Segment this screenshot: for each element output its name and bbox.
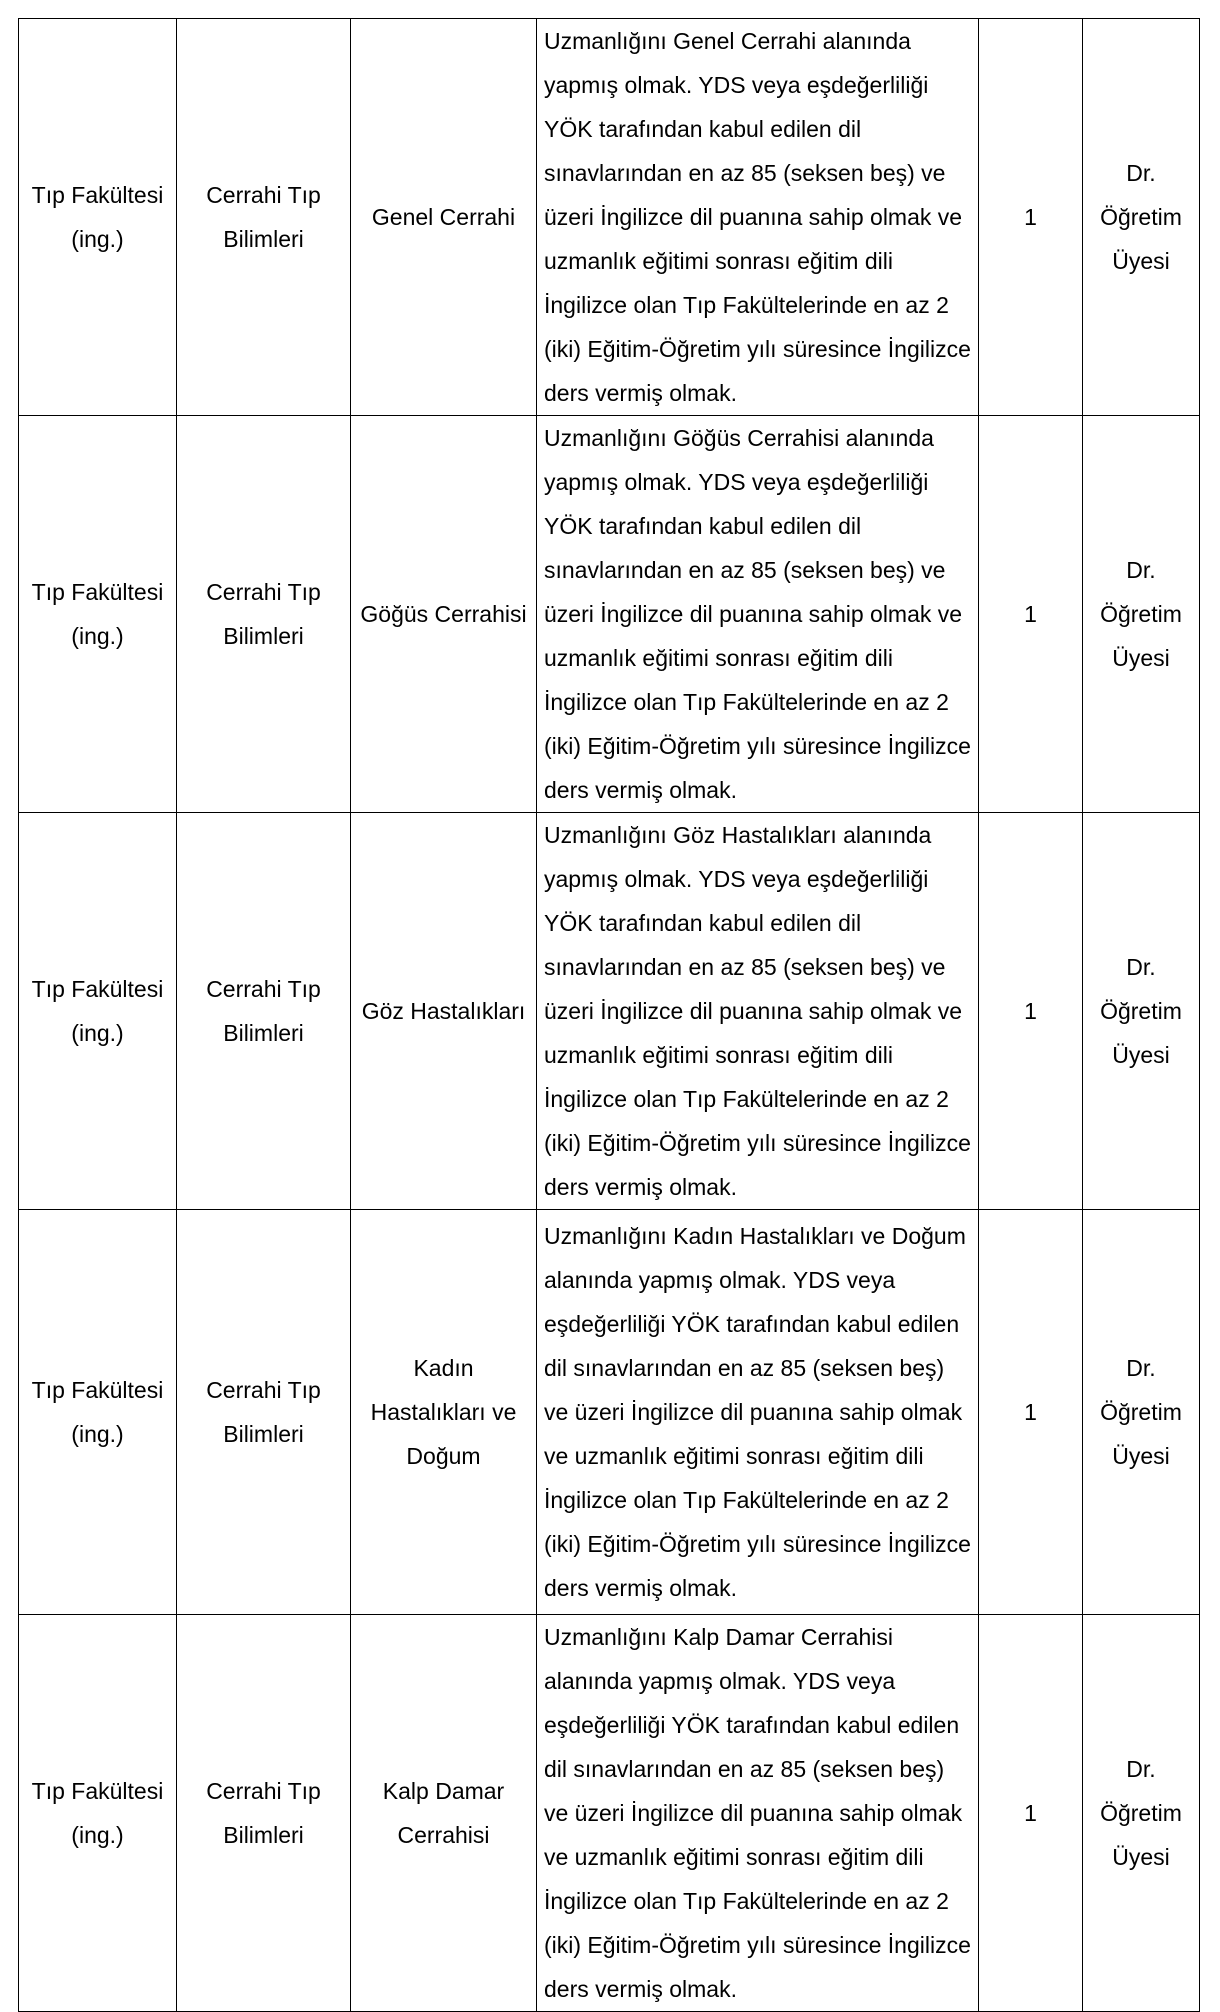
count-cell: 1 bbox=[979, 813, 1083, 1210]
faculty-cell: Tıp Fakültesi (ing.) bbox=[19, 416, 177, 813]
conditions-cell: Uzmanlığını Göğüs Cerrahisi alanında yapmış olmak. YDS veya eşdeğerliliği YÖK tarafından kabul edilen dil sınavlarından en az 85 (seksen beş) ve üzeri İngilizce dil puanına sahip olmak ve uzmanlık eğitimi sonrası eğitim dili İngilizce olan Tıp Fakültelerinde en az 2 (iki) Eğitim-Öğretim yılı süresince İngilizce ders vermiş olmak. bbox=[537, 416, 979, 813]
faculty-cell: Tıp Fakültesi (ing.) bbox=[19, 1615, 177, 2012]
specialty-cell: Göğüs Cerrahisi bbox=[351, 416, 537, 813]
department-cell: Cerrahi Tıp Bilimleri bbox=[177, 1615, 351, 2012]
conditions-cell: Uzmanlığını Göz Hastalıkları alanında yapmış olmak. YDS veya eşdeğerliliği YÖK tarafından kabul edilen dil sınavlarından en az 85 (seksen beş) ve üzeri İngilizce dil puanına sahip olmak ve uzmanlık eğitimi sonrası eğitim dili İngilizce olan Tıp Fakültelerinde en az 2 (iki) Eğitim-Öğretim yılı süresince İngilizce ders vermiş olmak. bbox=[537, 813, 979, 1210]
table-row bbox=[19, 1615, 1200, 2012]
count-cell: 1 bbox=[979, 19, 1083, 416]
title-cell: Dr. Öğretim Üyesi bbox=[1083, 1615, 1200, 2012]
conditions-cell: Uzmanlığını Kadın Hastalıkları ve Doğum alanında yapmış olmak. YDS veya eşdeğerliliği YÖK tarafından kabul edilen dil sınavlarından en az 85 (seksen beş) ve üzeri İngilizce dil puanına sahip olmak ve uzmanlık eğitimi sonrası eğitim dili İngilizce olan Tıp Fakültelerinde en az 2 (iki) Eğitim-Öğretim yılı süresince İngilizce ders vermiş olmak. bbox=[537, 1210, 979, 1615]
department-cell: Cerrahi Tıp Bilimleri bbox=[177, 1210, 351, 1615]
faculty-cell: Tıp Fakültesi (ing.) bbox=[19, 813, 177, 1210]
positions-table bbox=[18, 18, 1200, 2012]
title-cell: Dr. Öğretim Üyesi bbox=[1083, 1210, 1200, 1615]
specialty-cell: Kadın Hastalıkları ve Doğum bbox=[351, 1210, 537, 1615]
specialty-cell: Göz Hastalıkları bbox=[351, 813, 537, 1210]
department-cell: Cerrahi Tıp Bilimleri bbox=[177, 416, 351, 813]
table-row bbox=[19, 416, 1200, 813]
faculty-cell: Tıp Fakültesi (ing.) bbox=[19, 19, 177, 416]
faculty-cell: Tıp Fakültesi (ing.) bbox=[19, 1210, 177, 1615]
title-cell: Dr. Öğretim Üyesi bbox=[1083, 19, 1200, 416]
table-row bbox=[19, 813, 1200, 1210]
title-cell: Dr. Öğretim Üyesi bbox=[1083, 813, 1200, 1210]
count-cell: 1 bbox=[979, 416, 1083, 813]
specialty-cell: Kalp Damar Cerrahisi bbox=[351, 1615, 537, 2012]
title-cell: Dr. Öğretim Üyesi bbox=[1083, 416, 1200, 813]
count-cell: 1 bbox=[979, 1210, 1083, 1615]
department-cell: Cerrahi Tıp Bilimleri bbox=[177, 19, 351, 416]
table-row bbox=[19, 1210, 1200, 1615]
specialty-cell: Genel Cerrahi bbox=[351, 19, 537, 416]
conditions-cell: Uzmanlığını Genel Cerrahi alanında yapmış olmak. YDS veya eşdeğerliliği YÖK tarafından kabul edilen dil sınavlarından en az 85 (seksen beş) ve üzeri İngilizce dil puanına sahip olmak ve uzmanlık eğitimi sonrası eğitim dili İngilizce olan Tıp Fakültelerinde en az 2 (iki) Eğitim-Öğretim yılı süresince İngilizce ders vermiş olmak. bbox=[537, 19, 979, 416]
count-cell: 1 bbox=[979, 1615, 1083, 2012]
table-row bbox=[19, 19, 1200, 416]
department-cell: Cerrahi Tıp Bilimleri bbox=[177, 813, 351, 1210]
conditions-cell: Uzmanlığını Kalp Damar Cerrahisi alanında yapmış olmak. YDS veya eşdeğerliliği YÖK tarafından kabul edilen dil sınavlarından en az 85 (seksen beş) ve üzeri İngilizce dil puanına sahip olmak ve uzmanlık eğitimi sonrası eğitim dili İngilizce olan Tıp Fakültelerinde en az 2 (iki) Eğitim-Öğretim yılı süresince İngilizce ders vermiş olmak. bbox=[537, 1615, 979, 2012]
